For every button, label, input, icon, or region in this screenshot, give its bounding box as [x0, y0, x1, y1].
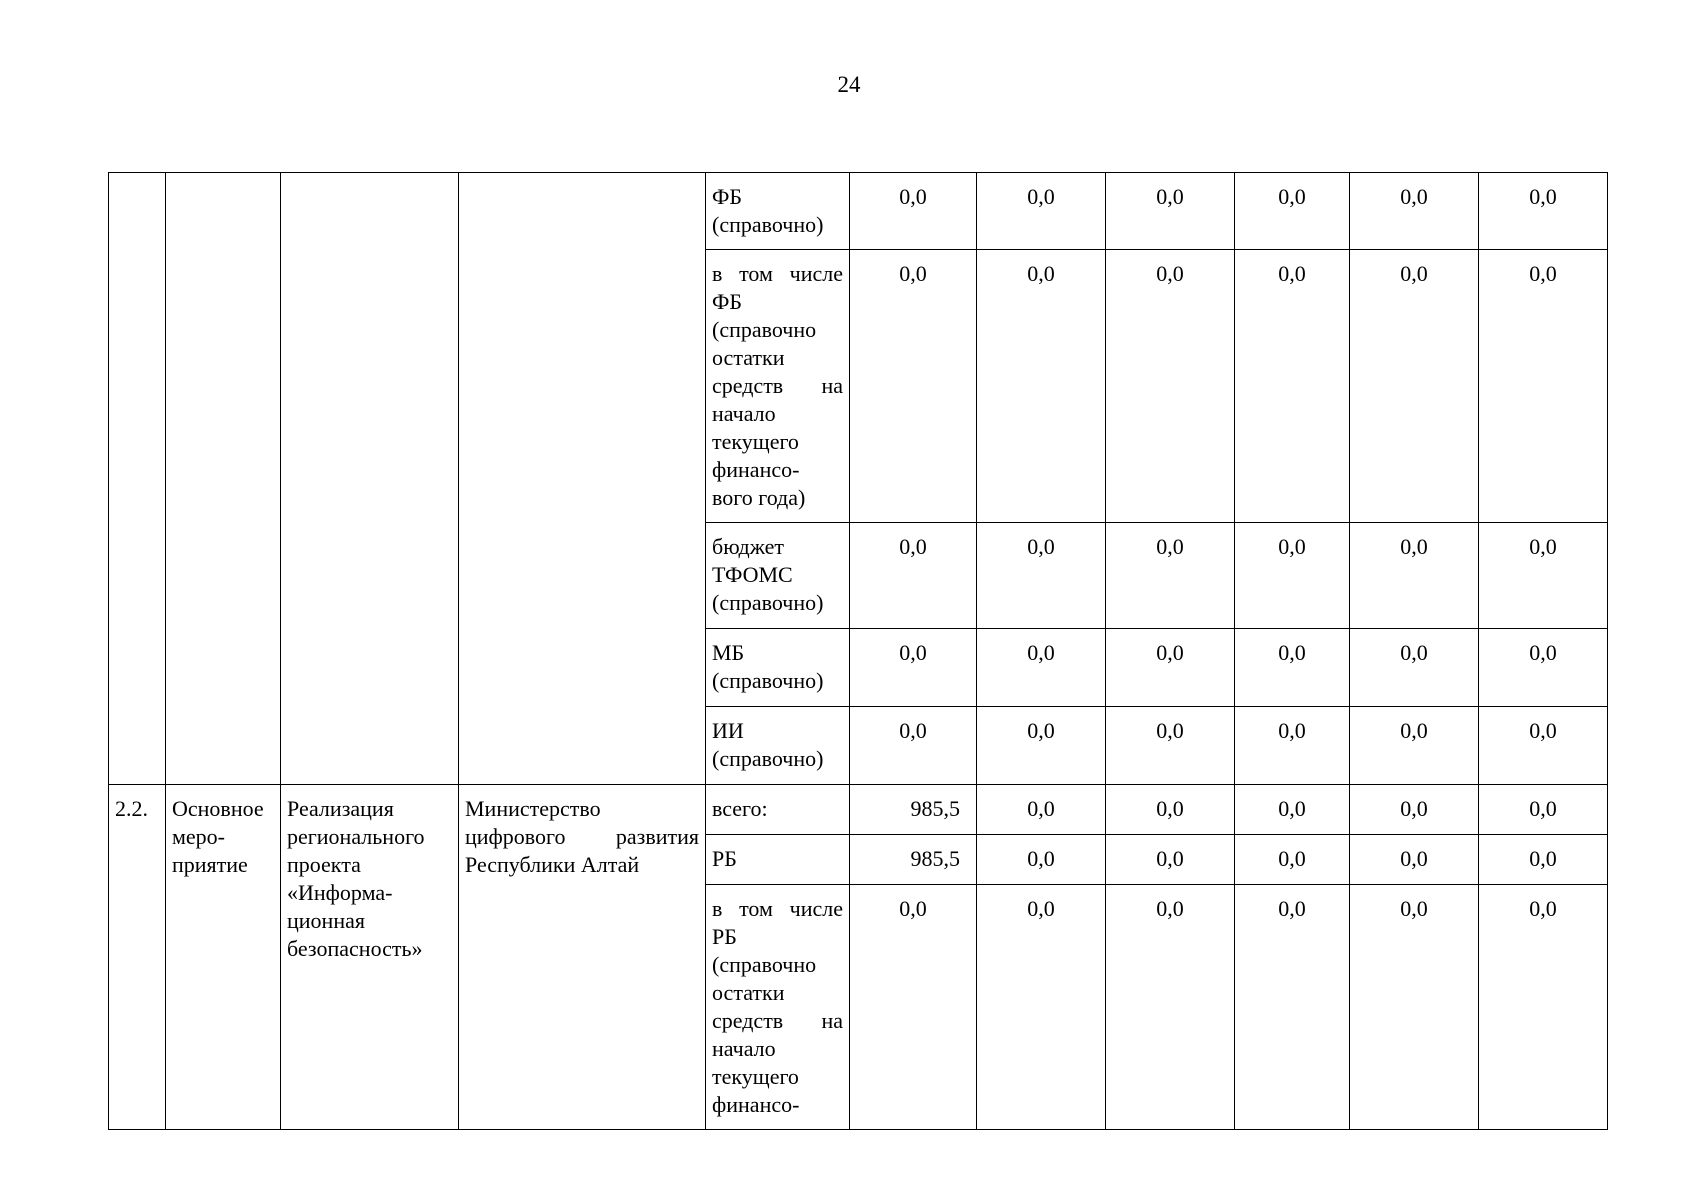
source-line: средств на [712, 1008, 843, 1033]
value-cell: 0,0 [1235, 629, 1350, 707]
page-number: 24 [837, 72, 861, 97]
value-cell: 0,0 [977, 629, 1106, 707]
source-line: начало [712, 1036, 776, 1061]
value-cell: 0,0 [1235, 173, 1350, 250]
value-cell: 0,0 [977, 523, 1106, 629]
value-cell: 0,0 [1235, 835, 1350, 885]
value-cell: 0,0 [1479, 250, 1608, 523]
value-cell: 0,0 [977, 785, 1106, 835]
funding-source-cell [706, 885, 850, 1130]
value-cell: 0,0 [977, 173, 1106, 250]
value-cell: 0,0 [1106, 885, 1235, 1130]
value-cell: 0,0 [1479, 707, 1608, 785]
value-cell: 0,0 [1106, 250, 1235, 523]
value-cell: 0,0 [1106, 785, 1235, 835]
value-cell: 0,0 [1106, 707, 1235, 785]
budget-table [108, 172, 1608, 1130]
value-cell: 0,0 [977, 835, 1106, 885]
source-line: ФБ [712, 289, 743, 314]
table-row [109, 173, 1608, 250]
value-cell: 0,0 [1235, 707, 1350, 785]
cell-type-continued [166, 173, 281, 785]
value-cell: 0,0 [1479, 173, 1608, 250]
item-name-cell: Реализация регионального проекта «Информа- ционная безопасность» [281, 785, 459, 1130]
value-cell: 0,0 [850, 173, 977, 250]
value-cell: 0,0 [1350, 707, 1479, 785]
value-cell: 0,0 [1235, 885, 1350, 1130]
value-cell: 0,0 [1350, 250, 1479, 523]
value-cell: 0,0 [1479, 629, 1608, 707]
value-cell: 0,0 [1350, 835, 1479, 885]
executor-line: Министерство [465, 796, 601, 821]
value-cell: 0,0 [1479, 523, 1608, 629]
source-line: (справочно [712, 952, 817, 977]
item-executor-cell [459, 785, 706, 1130]
source-line: остатки [712, 980, 785, 1005]
value-cell: 0,0 [1479, 835, 1608, 885]
value-cell: 0,0 [1479, 785, 1608, 835]
source-line: текущего [712, 1064, 799, 1089]
value-cell: 0,0 [1350, 885, 1479, 1130]
executor-line: Республики Алтай [465, 852, 640, 877]
source-line: текущего [712, 429, 799, 454]
value-cell: 0,0 [1350, 523, 1479, 629]
source-line: РБ [712, 924, 737, 949]
funding-source-cell: бюджет ТФОМС (справочно) [706, 523, 850, 629]
source-line: начало [712, 401, 776, 426]
item-type-cell: Основное меро- приятие [166, 785, 281, 1130]
value-cell: 0,0 [1106, 835, 1235, 885]
funding-source-cell: РБ [706, 835, 850, 885]
source-line: остатки [712, 345, 785, 370]
value-cell: 0,0 [1235, 250, 1350, 523]
cell-name-continued [281, 173, 459, 785]
value-cell: 0,0 [850, 629, 977, 707]
value-cell: 0,0 [1235, 523, 1350, 629]
funding-source-cell [706, 250, 850, 523]
funding-source-cell: всего: [706, 785, 850, 835]
source-line: в том числе [712, 896, 843, 921]
value-cell: 0,0 [977, 250, 1106, 523]
executor-line: цифрового развития [465, 824, 699, 849]
source-line: вого года) [712, 485, 806, 510]
value-cell: 0,0 [977, 707, 1106, 785]
cell-number-continued [109, 173, 166, 785]
value-cell: 0,0 [977, 885, 1106, 1130]
source-line: финансо- [712, 1092, 800, 1117]
funding-source-cell: ФБ (справочно) [706, 173, 850, 250]
funding-source-cell: МБ (справочно) [706, 629, 850, 707]
value-cell: 0,0 [850, 885, 977, 1130]
value-cell: 985,5 [850, 835, 977, 885]
source-line: средств на [712, 373, 843, 398]
cell-executor-continued [459, 173, 706, 785]
value-cell: 0,0 [1479, 885, 1608, 1130]
table-row [109, 785, 1608, 835]
value-cell: 985,5 [850, 785, 977, 835]
source-line: финансо- [712, 457, 800, 482]
value-cell: 0,0 [850, 523, 977, 629]
value-cell: 0,0 [1106, 173, 1235, 250]
item-number-cell: 2.2. [109, 785, 166, 1130]
value-cell: 0,0 [1350, 173, 1479, 250]
value-cell: 0,0 [1106, 629, 1235, 707]
value-cell: 0,0 [1106, 523, 1235, 629]
source-line: в том числе [712, 261, 843, 286]
value-cell: 0,0 [850, 707, 977, 785]
value-cell: 0,0 [1235, 785, 1350, 835]
value-cell: 0,0 [1350, 629, 1479, 707]
value-cell: 0,0 [1350, 785, 1479, 835]
source-line: (справочно [712, 317, 817, 342]
value-cell: 0,0 [850, 250, 977, 523]
funding-source-cell: ИИ (справочно) [706, 707, 850, 785]
